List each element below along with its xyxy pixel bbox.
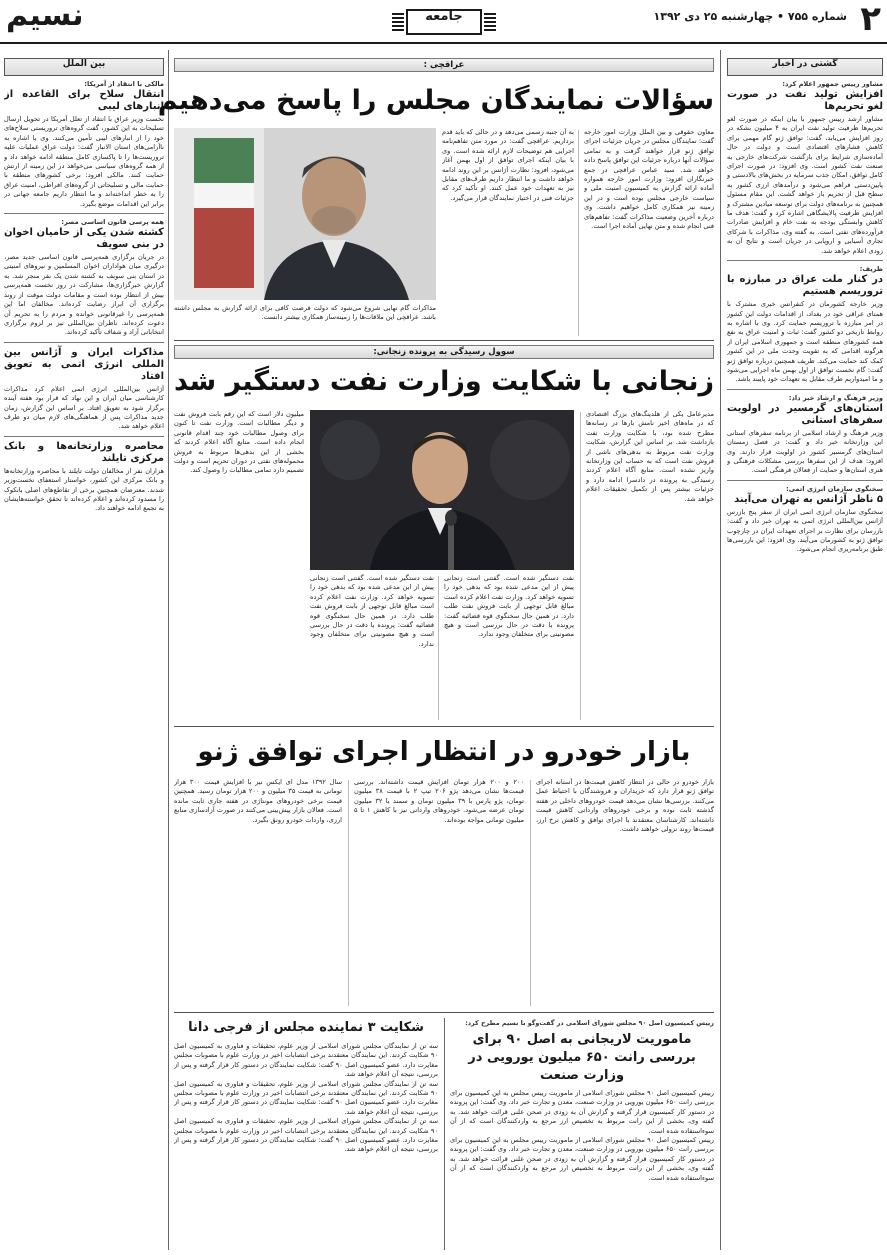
right-column-header: گشتی در اخبار [727, 58, 883, 76]
news-body: مشاور ارشد رییس جمهور با بیان اینکه در صورت لغو تحریم‌ها ظرفیت تولید نفت ایران به ۴ میلیون بشکه در روز افزایش می‌یابد، گفت: توافق ژنو گام مهمی برای کاهش فشارهای اقتصادی است و دولت در حال آماده‌سازی شرایط برای بازگشت شرکت‌های خارجی به صنعت نفت کشور است. وی افزود: در صورت اجرای کامل توافق، امکان جذب سرمایه در بخش‌های بالادستی و پایین‌دستی فراهم می‌شود و درآمدهای ارزی کشور به سطح قبل از تحریم باز خواهد گشت. این مقام مسئول همچنین به برنامه‌های دولت برای توسعه میادین مشترک و افزایش ظرفیت پالایشگاهی اشاره کرد و گفت: هدف ما کاهش وابستگی بودجه به نفت خام و افزایش صادرات فرآورده‌های نفتی است. به گفته وی، مذاکرات با شرکای تجاری آسیایی و اروپایی در جریان است و نتایج آن به زودی اعلام خواهد شد. [727, 115, 883, 255]
story5-headline: شکایت ۳ نماینده مجلس از فرجی دانا [188, 1020, 424, 1035]
story3-headline: بازار خودرو در انتظار اجرای توافق ژنو [197, 737, 691, 767]
news-title: انتقال سلاح برای القاعده از انبارهای لیبی [4, 89, 164, 112]
divider [4, 342, 164, 343]
column-rule [168, 50, 169, 1250]
ornament-left-icon [392, 13, 404, 31]
story4-body: رییس کمیسیون اصل ۹۰ مجلس شورای اسلامی از ماموریت رییس مجلس به این کمیسیون برای بررسی رانت ۶۵۰ میلیون یورویی در وزارت صنعت، معدن و تجارت خبر داد. وی گفت: این پرونده در دستور کار کمیسیون قرار گرفته و گزارش آن به زودی در صحن علنی قرائت خواهد شد. به گفته وی، بخشی از این رانت مربوط به تخصیص ارز مرجع به واردکنندگان است که از آن سوءاستفاده شده است. [450, 1136, 714, 1182]
story1-column: معاون حقوقی و بین الملل وزارت امور خارجه گفت: نمایندگان مجلس در جریان جزئیات اجرای توافق ژنو قرار خواهند گرفت و به تمامی سؤالات آنها درباره جزئیات این توافق پاسخ داده خواهد شد. سید عباس عراقچی در جمع خبرنگاران افزود: وزارت امور خارجه همواره آماده ارائه گزارش به کمیسیون امنیت ملی و سیاست خارجی مجلس بوده است و در این زمینه نیز همکاری کامل خواهیم داشت. وی درباره آخرین وضعیت مذاکرات گفت: تفاهم‌های فنی انجام شده و متن نهایی آماده اجرا است. [584, 128, 714, 231]
news-title: مذاکرات ایران و آژانس بین المللی انرژی اتمی به تعویق افتاد [4, 346, 164, 382]
issue-line: شماره ۷۵۵ • چهارشنبه ۲۵ دی ۱۳۹۲ [653, 10, 847, 23]
section-title: جامعه [425, 9, 463, 24]
story1-photo-caption: مذاکرات گام نهایی شروع می‌شود که دولت فرصت کافی برای ارائه گزارش به مجلس داشته باشد. عراقچی این ملاقات‌ها را زمینه‌ساز همکاری بیشتر دانست. [174, 304, 436, 321]
story4-headline: ماموریت لاریجانی به اصل ۹۰ برای بررسی رانت ۶۵۰ میلیون یورویی در وزارت صنعت [468, 1032, 696, 1083]
news-body: وزیر فرهنگ و ارشاد اسلامی از برنامه سفرهای استانی این وزارتخانه خبر داد و گفت: در فصل زمستان استان‌های گرمسیر کشور در اولویت قرار دارند. وی افزود: هدف از این سفرها بررسی مشکلات فرهنگی و هنری استان‌ها و حمایت از فعالان فرهنگی است. [727, 428, 883, 475]
newspaper-logo: نسیم [6, 0, 84, 33]
story3-column: سال ۱۳۹۲ مدل ای ایکس نیز با افزایش قیمت ۳۰۰ هزار تومانی به قیمت ۳۵ میلیون و ۲۰۰ هزار تومان رسید. همچنین قیمت برخی خودروهای مونتاژی در هفته جاری ثابت مانده است. فعالان بازار پیش‌بینی می‌کنند در صورت آزادسازی منابع ارزی، واردات خودرو رونق بگیرد. [174, 778, 342, 824]
news-body: هزاران نفر از مخالفان دولت تایلند با محاصره وزارتخانه‌ها و بانک مرکزی این کشور، خواستار استعفای نخست‌وزیر شدند. معترضان همچنین برخی از تقاطع‌های اصلی بانکوک را مسدود کرده‌اند و اعلام کرده‌اند تا تحقق خواسته‌هایشان به تجمع ادامه خواهند داد. [4, 466, 164, 513]
araghchi-photo [174, 128, 436, 300]
news-item: مشاور رییس جمهور اعلام کرد: افزایش تولید نفت در صورت لغو تحریم‌ها مشاور ارشد رییس جمهور با بیان اینکه در صورت لغو تحریم‌ها ظرفیت تولید نفت ایران به ۴ میلیون بشکه در روز افزایش می‌یابد، گفت: توافق ژنو گام مهمی برای کاهش فشارهای اقتصادی است و دولت در حال آماده‌سازی شرایط برای بازگشت شرکت‌های خارجی به صنعت نفت کشور است. وی افزود: در صورت اجرای کامل توافق، امکان جذب سرمایه در بخش‌های بالادستی و پایین‌دستی فراهم می‌شود و درآمدهای ارزی کشور به سطح قبل از تحریم باز خواهد گشت. این مقام مسئول همچنین به برنامه‌های دولت برای توسعه میادین مشترک و افزایش ظرفیت پالایشگاهی اشاره کرد و گفت: هدف ما کاهش وابستگی بودجه به نفت خام و افزایش صادرات فرآورده‌های نفتی است. به گفته وی، مذاکرات با شرکای تجاری آسیایی و اروپایی در جریان است و نتایج آن به زودی اعلام خواهد شد. [727, 80, 883, 255]
news-item: همه پرسی قانون اساسی مصر: کشته شدن یکی از حامیان اخوان در بنی سویف در جریان برگزاری همه‌پرسی قانون اساسی جدید مصر، درگیری میان هواداران اخوان المسلمین و نیروهای امنیتی در استان بنی سویف به کشته شدن یک نفر منجر شد. به گزارش خبرگزاری‌ها، مشارکت در روز نخست همه‌پرسی بیش از انتظار بوده است و مقامات دولت موقت از روند برگزاری آن ابراز رضایت کرده‌اند. مخالفان اما این همه‌پرسی را غیرقانونی خوانده و مردم را به تحریم آن دعوت کرده‌اند. ناظران بین‌المللی نیز بر لزوم برگزاری انتخاباتی آزاد و شفاف تأکید کرده‌اند. [4, 218, 164, 337]
news-title: کشته شدن یکی از حامیان اخوان در بنی سویف [4, 227, 164, 251]
news-item: سخنگوی سازمان انرژی اتمی: ۵ ناظر آژانس به تهران می‌آیند سخنگوی سازمان انرژی اتمی ایران از سفر پنج بازرس آژانس بین‌المللی انرژی اتمی به تهران خبر داد و گفت: بازرسان برای نظارت بر اجرای تعهدات ایران در چارچوب توافق ژنو به کشورمان می‌آیند. وی افزود: این بازرسی‌ها طبق برنامه‌ریزی انجام می‌شود. [727, 484, 883, 554]
news-title: در کنار ملت عراق در مبارزه با تروریسم هستیم [727, 274, 883, 298]
news-body: نخست وزیر عراق با انتقاد از تعلل آمریکا در تحویل ارسال تسلیحات به این کشور، گفت گروه‌های تروریستی سلاح‌های خود را از انبارهای لیبی تأمین می‌کنند. وی با اشاره به ناآرامی‌های استان الانبار گفت: دولت عراق عملیات علیه تروریست‌ها را تا پاکسازی کامل منطقه ادامه خواهد داد و از همه گروه‌های سیاسی می‌خواهد در این زمینه از ارتش حمایت کنند. مالکی افزود: برخی کشورهای منطقه با حمایت مالی و تسلیحاتی از گروه‌های افراطی، امنیت عراق را به خطر انداخته‌اند و ما انتظار داریم جامعه جهانی در برابر این اقدامات موضع بگیرد. [4, 115, 164, 208]
story2-kicker-strip: سوول رسیدگی به پرونده زنجانی: [174, 345, 714, 359]
story5-body: سه تن از نمایندگان مجلس شورای اسلامی از وزیر علوم، تحقیقات و فناوری به کمیسیون اصل ۹۰ شکایت کردند. این نمایندگان معتقدند برخی انتصابات اخیر در وزارت علوم با مصوبات مجلس مغایرت دارد. عضو کمیسیون اصل ۹۰ گفت: شکایت نمایندگان در دستور کار قرار گرفته و پس از بررسی، نتیجه آن اعلام خواهد شد. [174, 1042, 438, 1079]
story2-column: نفت دستگیر شده است. گفتنی است زنجانی پیش از این مدعی شده بود که بدهی خود را تسویه خواهد کرد. وزارت نفت اعلام کرده است مبالغ قابل توجهی از بابت فروش نفت طلب دارد. در همین حال سخنگوی قوه قضائیه گفت: پرونده با دقت در حال بررسی است و هیچ مصونیتی برای متخلفان وجود ندارد. [310, 574, 434, 648]
left-column [4, 58, 164, 1250]
news-body: وزیر خارجه کشورمان در کنفرانس خبری مشترک با همتای عراقی خود در بغداد، از اقدامات دولت این کشور در امر مبارزه با تروریسم حمایت کرد. وی با اشاره به روابط تاریخی دو کشور گفت: ثبات و امنیت عراق به نفع همه کشورهای منطقه است و جمهوری اسلامی ایران از هرگونه اقدامی که به تقویت وحدت ملی در این کشور کمک کند حمایت می‌کند. ظریف همچنین درباره توافق ژنو گفت: گام نخست توافق از اول بهمن ماه اجرایی می‌شود و ما امیدواریم طرف مقابل به تعهدات خود پایبند باشد. [727, 300, 883, 384]
story1-headline: سؤالات نمایندگان مجلس را پاسخ می‌دهیم [157, 85, 714, 116]
story2-column: نفت دستگیر شده است. گفتنی است زنجانی پیش از این مدعی شده بود که بدهی خود را تسویه خواهد کرد. وزارت نفت اعلام کرده است مبالغ قابل توجهی از بابت فروش نفت طلب دارد. در همین حال سخنگوی قوه قضائیه گفت: پرونده با دقت در حال بررسی است و هیچ مصونیتی برای متخلفان وجود ندارد. [444, 574, 574, 639]
story4-kicker: رییس کمیسیون اصل ۹۰ مجلس شورای اسلامی در گفت‌وگو با نسیم مطرح کرد: [465, 1019, 714, 1027]
story1-kicker-strip: عراقچی : [174, 58, 714, 72]
news-title: استان‌های گرمسیر در اولویت سفرهای استانی [727, 402, 883, 426]
zanjani-photo [310, 410, 574, 570]
story5-body: سه تن از نمایندگان مجلس شورای اسلامی از وزیر علوم، تحقیقات و فناوری به کمیسیون اصل ۹۰ شکایت کردند. این نمایندگان معتقدند برخی انتصابات اخیر در وزارت علوم با مصوبات مجلس مغایرت دارد. عضو کمیسیون اصل ۹۰ گفت: شکایت نمایندگان در دستور کار قرار گرفته و پس از بررسی، نتیجه آن اعلام خواهد شد. [174, 1117, 438, 1154]
news-title: افزایش تولید نفت در صورت لغو تحریم‌ها [727, 89, 883, 112]
news-item: وزیر فرهنگ و ارشاد خبر داد: استان‌های گرمسیر در اولویت سفرهای استانی وزیر فرهنگ و ارشاد اسلامی از برنامه سفرهای استانی این وزارتخانه خبر داد و گفت: در فصل زمستان استان‌های گرمسیر کشور در اولویت قرار دارند. وی افزود: هدف از این سفرها بررسی مشکلات فرهنگی و هنری استان‌ها و حمایت از فعالان فرهنگی است. [727, 393, 883, 475]
story3-column: ۲۰۰ و ۲۰۰ هزار تومان افزایش قیمت داشته‌اند. بررسی قیمت‌ها نشان می‌دهد پژو ۲۰۶ تیپ ۲ با قیمت ۳۸ میلیون تومان، پژو پارس با ۳۹ میلیون تومان و سمند با ۳۲ میلیون تومان عرضه می‌شود. خودروهای وارداتی نیز با کاهش ۱ تا ۵ میلیون تومانی مواجه بوده‌اند. [354, 778, 524, 824]
story5-body: سه تن از نمایندگان مجلس شورای اسلامی از وزیر علوم، تحقیقات و فناوری به کمیسیون اصل ۹۰ شکایت کردند. این نمایندگان معتقدند برخی انتصابات اخیر در وزارت علوم با مصوبات مجلس مغایرت دارد. عضو کمیسیون اصل ۹۰ گفت: شکایت نمایندگان در دستور کار قرار گرفته و پس از بررسی، نتیجه آن اعلام خواهد شد. [174, 1079, 438, 1116]
section-label [392, 5, 496, 39]
story5-box [174, 1016, 438, 1248]
left-column-header: بین الملل [4, 58, 164, 76]
news-title: محاصره وزارتخانه‌ها و بانک مرکزی تایلند [4, 440, 164, 464]
divider [727, 260, 883, 261]
story4-body: رییس کمیسیون اصل ۹۰ مجلس شورای اسلامی از ماموریت رییس مجلس به این کمیسیون برای بررسی رانت ۶۵۰ میلیون یورویی در وزارت صنعت، معدن و تجارت خبر داد. وی گفت: این پرونده در دستور کار کمیسیون قرار گرفته و گزارش آن به زودی در صحن علنی قرائت خواهد شد. به گفته وی، بخشی از این رانت مربوط به تخصیص ارز مرجع به واردکنندگان است که از آن سوءاستفاده شده است. [450, 1089, 714, 1135]
news-body: آژانس بین‌المللی انرژی اتمی اعلام کرد مذاکرات کارشناسی میان ایران و این نهاد که قرار بود هفته آینده برگزار شود به تعویق افتاد. بر اساس این گزارش، زمان جدید مذاکرات پس از هماهنگی‌های لازم میان دو طرف اعلام خواهد شد. [4, 384, 164, 431]
news-body: در جریان برگزاری همه‌پرسی قانون اساسی جدید مصر، درگیری میان هواداران اخوان المسلمین و نیروهای امنیتی در استان بنی سویف به کشته شدن یک نفر منجر شد. به گزارش خبرگزاری‌ها، مشارکت در روز نخست همه‌پرسی بیش از انتظار بوده است و مقامات دولت موقت از روند برگزاری آن ابراز رضایت کرده‌اند. مخالفان اما این همه‌پرسی را غیرقانونی خوانده و مردم را به تحریم آن دعوت کرده‌اند. ناظران بین‌المللی نیز بر لزوم برگزاری انتخاباتی آزاد و شفاف تأکید کرده‌اند. [4, 253, 164, 337]
masthead [0, 0, 887, 44]
column-rule [720, 50, 721, 1250]
portrait-image [310, 410, 574, 570]
story3-column: بازار خودرو در حالی در انتظار کاهش قیمت‌ها در آستانه اجرای توافق ژنو قرار دارد که خریداران و فروشندگان با احتیاط عمل می‌کنند. بررسی‌ها نشان می‌دهد قیمت خودروهای داخلی در هفته گذشته ثابت بوده و برخی خودروهای وارداتی کاهش قیمت داشته‌اند. کارشناسان معتقدند با اجرای توافق و کاهش نرخ ارز، قیمت‌ها روند نزولی خواهند داشت. [536, 778, 714, 834]
news-title: ۵ ناظر آژانس به تهران می‌آیند [734, 493, 883, 505]
story2-headline: زنجانی با شکایت وزارت نفت دستگیر شد [173, 366, 714, 397]
news-item: ظریف: در کنار ملت عراق در مبارزه با تروریسم هستیم وزیر خارجه کشورمان در کنفرانس خبری مشترک با همتای عراقی خود در بغداد، از اقدامات دولت این کشور در امر مبارزه با تروریسم حمایت کرد. وی با اشاره به روابط تاریخی دو کشور گفت: ثبات و امنیت عراق به نفع همه کشورهای منطقه است و جمهوری اسلامی ایران از هرگونه اقدامی که به تقویت وحدت ملی در این کشور کمک کند حمایت می‌کند. ظریف همچنین درباره توافق ژنو گفت: گام نخست توافق از اول بهمن ماه اجرایی می‌شود و ما امیدواریم طرف مقابل به تعهدات خود پایبند باشد. [727, 265, 883, 384]
story4-box [450, 1016, 714, 1248]
news-item [4, 347, 164, 432]
story2-column: مدیرعامل یکی از هلدینگ‌های بزرگ اقتصادی که در ماه‌های اخیر نامش بارها در رسانه‌ها مطرح شده بود، با شکایت وزارت نفت بازداشت شد. بر اساس این گزارش، شکایت وزارت نفت مربوط به بدهی‌های ناشی از فروش نفت است که به حساب این وزارتخانه واریز نشده است. منابع آگاه اعلام کردند رسیدگی به پرونده در دادسرا ادامه دارد و جزئیات بیشتر پس از تکمیل تحقیقات اعلام خواهد شد. [586, 410, 714, 503]
divider [4, 436, 164, 437]
news-item [4, 441, 164, 514]
story2-column: میلیون دلار است که این رقم بابت فروش نفت و دیگر مطالبات است. وزارت نفت تا کنون برای وصول مطالبات خود چند اقدام قانونی انجام داده است. منابع آگاه اعلام کردند که بخشی از این بدهی‌ها مربوط به فروش محموله‌های نفتی در دوران تحریم است و دولت تصمیم دارد تمامی مطالبات را وصول کند. [174, 410, 304, 475]
right-column [727, 58, 883, 1250]
page-number: ۲ [860, 0, 881, 39]
divider [4, 213, 164, 214]
ornament-right-icon [484, 13, 496, 31]
portrait-image [174, 128, 436, 300]
divider [727, 389, 883, 390]
news-body: سخنگوی سازمان انرژی اتمی ایران از سفر پنج بازرس آژانس بین‌المللی انرژی اتمی به تهران خبر داد و گفت: بازرسان برای نظارت بر اجرای تعهدات ایران در چارچوب توافق ژنو به کشورمان می‌آیند. وی افزود: این بازرسی‌ها طبق برنامه‌ریزی انجام می‌شود. [727, 507, 883, 554]
divider [727, 480, 883, 481]
story1-column: به آن جنبه رسمی می‌دهد و در حالی که باید قدم برداریم. عراقچی گفت: در مورد متن تفاهم‌نامه اجرایی هم توضیحات لازم ارائه شده است. وی با بیان اینکه اجرای توافق از اول بهمن آغاز می‌شود، افزود: نظارت آژانس بر این روند ادامه خواهد داشت و ما انتظار داریم طرف‌های مقابل نیز به تعهدات خود عمل کنند. او تأکید کرد که جزئیات فنی در اختیار نمایندگان قرار می‌گیرد. [442, 128, 574, 202]
news-item: مالکی با انتقاد از آمریکا: انتقال سلاح برای القاعده از انبارهای لیبی نخست وزیر عراق با انتقاد از تعلل آمریکا در تحویل ارسال تسلیحات به این کشور، گفت گروه‌های تروریستی سلاح‌های خود را از انبارهای لیبی تأمین می‌کنند. وی با اشاره به ناآرامی‌های استان الانبار گفت: دولت عراق عملیات علیه تروریست‌ها را تا پاکسازی کامل منطقه ادامه خواهد داد و از همه گروه‌های سیاسی می‌خواهد در این زمینه از ارتش حمایت کنند. مالکی افزود: برخی کشورهای منطقه با حمایت مالی و تسلیحاتی از گروه‌های افراطی، امنیت عراق را به خطر انداخته‌اند و ما انتظار داریم جامعه جهانی در برابر این اقدامات موضع بگیرد. [4, 80, 164, 208]
